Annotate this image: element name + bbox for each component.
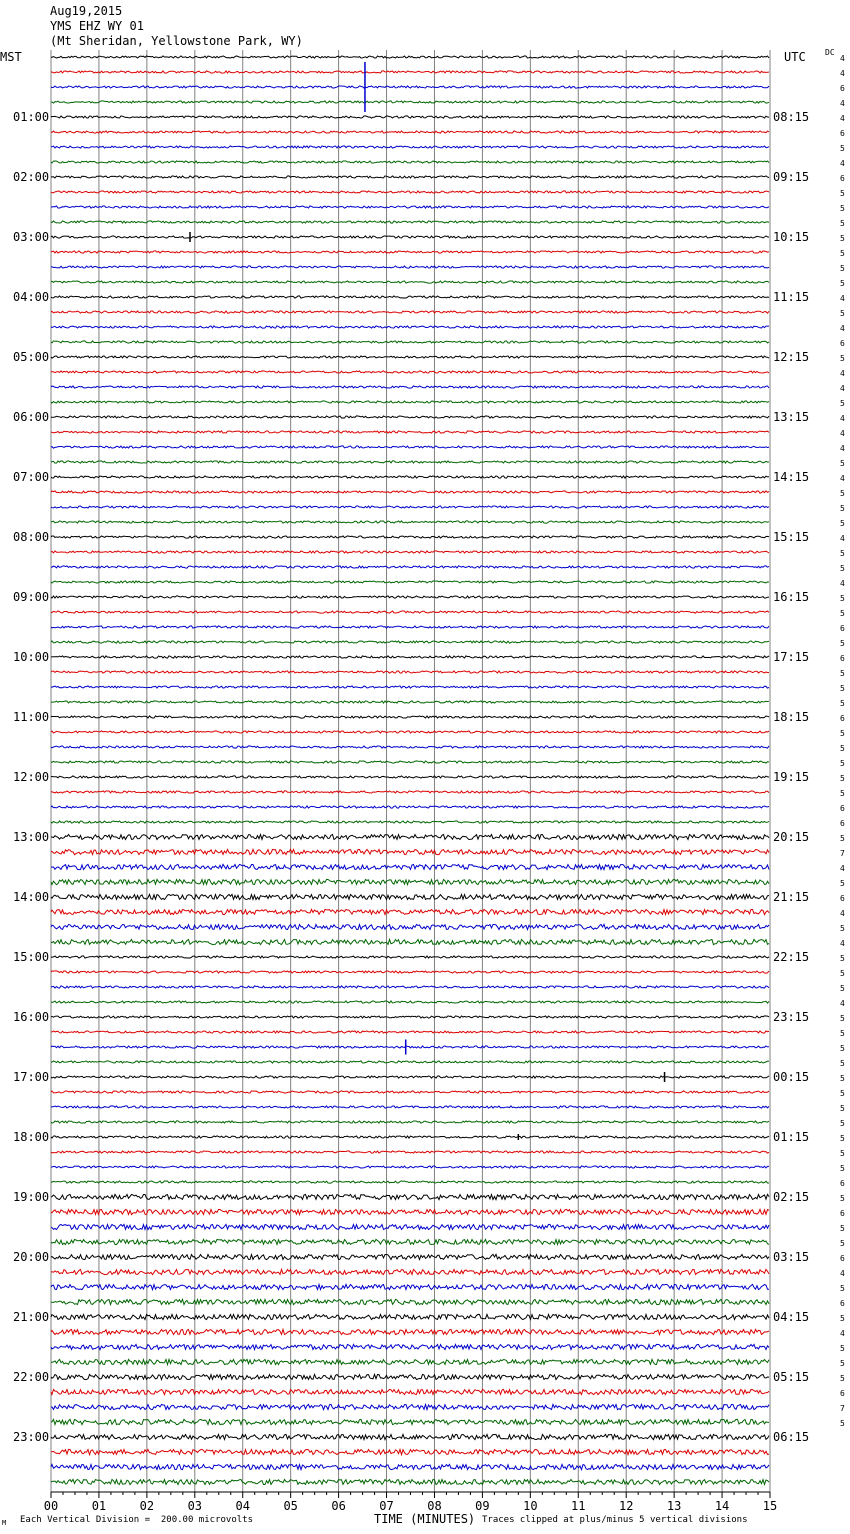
dc-offset-value: 5	[840, 504, 845, 513]
dc-offset-value: 5	[840, 204, 845, 213]
dc-offset-value: 6	[840, 819, 845, 828]
left-hour-label: 19:00	[13, 1190, 50, 1204]
dc-offset-value: 5	[840, 354, 845, 363]
dc-offset-value: 5	[840, 1224, 845, 1233]
dc-offset-value: 4	[840, 1329, 845, 1338]
x-tick-label: 06	[331, 1499, 346, 1513]
x-tick-label: 12	[618, 1499, 634, 1513]
trace-row	[51, 296, 769, 298]
left-hour-label: 07:00	[13, 470, 50, 484]
dc-offset-value: 4	[840, 1269, 845, 1278]
trace-row	[51, 1061, 769, 1063]
dc-offset-value: 6	[840, 714, 845, 723]
trace-row	[51, 476, 769, 478]
trace-row	[51, 641, 769, 643]
dc-offset-value: 6	[840, 894, 845, 903]
left-hour-label: 03:00	[13, 230, 50, 244]
dc-offset-value: 7	[840, 1404, 845, 1413]
dc-offset-value: 4	[840, 864, 845, 873]
trace-row	[51, 386, 769, 388]
right-hour-label: 01:15	[773, 1130, 810, 1144]
x-tick-label: 11	[571, 1499, 586, 1513]
trace-row	[51, 656, 769, 658]
trace-row	[51, 956, 769, 958]
trace-row	[51, 1224, 769, 1229]
right-hour-label: 18:15	[773, 710, 810, 724]
dc-label: DC	[825, 48, 835, 57]
dc-offset-value: 5	[840, 1074, 845, 1083]
trace-row	[51, 206, 769, 208]
trace-row	[51, 116, 769, 118]
left-hour-label: 09:00	[13, 590, 50, 604]
dc-offset-value: 5	[840, 984, 845, 993]
dc-offset-value: 5	[840, 594, 845, 603]
right-hour-label: 22:15	[773, 950, 810, 964]
trace-row	[51, 924, 769, 929]
clip-note: Traces clipped at plus/minus 5 vertical divisions	[482, 1515, 748, 1525]
dc-offset-value: 5	[840, 549, 845, 558]
dc-offset-value: 5	[840, 459, 845, 468]
dc-offset-value: 5	[840, 669, 845, 678]
dc-offset-value: 4	[840, 69, 845, 78]
dc-offset-value: 5	[840, 489, 845, 498]
dc-offset-value: 5	[840, 1164, 845, 1173]
trace-row	[51, 356, 769, 358]
dc-offset-value: 4	[840, 444, 845, 453]
dc-offset-value: 6	[840, 1299, 845, 1308]
x-tick-label: 09	[475, 1499, 490, 1513]
left-hour-label: 13:00	[13, 830, 50, 844]
dc-offset-value: 6	[840, 624, 845, 633]
x-tick-label: 04	[235, 1499, 250, 1513]
right-hour-label: 12:15	[773, 350, 810, 364]
left-hour-label: 08:00	[13, 530, 50, 544]
station-code: YMS EHZ WY 01	[50, 19, 144, 33]
trace-row	[51, 1181, 769, 1183]
left-hour-label: 15:00	[13, 950, 50, 964]
right-hour-label: 02:15	[773, 1190, 810, 1204]
dc-offset-value: 4	[840, 579, 845, 588]
dc-offset-value: 5	[840, 1194, 845, 1203]
dc-offset-value: 5	[840, 264, 845, 273]
right-hour-labels	[773, 110, 809, 1444]
dc-offset-value: 4	[840, 999, 845, 1008]
dc-offset-value: 5	[840, 639, 845, 648]
left-hour-label: 11:00	[13, 710, 50, 724]
dc-offset-value: 6	[840, 1179, 845, 1188]
right-hour-label: 14:15	[773, 470, 810, 484]
left-hour-label: 06:00	[13, 410, 50, 424]
x-tick-label: 07	[379, 1499, 394, 1513]
trace-row	[51, 1299, 769, 1304]
trace-row	[51, 686, 769, 688]
dc-offset-value: 6	[840, 654, 845, 663]
left-hour-label: 10:00	[13, 650, 50, 664]
left-timezone-label: MST	[0, 50, 22, 64]
trace-row	[51, 1091, 769, 1093]
dc-offset-value: 4	[840, 474, 845, 483]
trace-row	[51, 731, 769, 733]
left-hour-label: 16:00	[13, 1010, 50, 1024]
dc-offset-value: 4	[840, 114, 845, 123]
dc-offset-value: 5	[840, 1029, 845, 1038]
dc-offset-value: 4	[840, 909, 845, 918]
trace-row	[51, 1121, 769, 1123]
dc-offset-value: 5	[840, 879, 845, 888]
trace-row	[51, 551, 769, 553]
trace-row	[51, 1404, 769, 1409]
dc-offset-value: 5	[840, 789, 845, 798]
trace-row	[51, 864, 769, 869]
dc-offset-value: 5	[840, 189, 845, 198]
trace-row	[51, 1031, 769, 1033]
trace-row	[51, 971, 769, 973]
dc-offset-value: 4	[840, 294, 845, 303]
trace-row	[51, 131, 769, 133]
dc-offset-value: 5	[840, 1119, 845, 1128]
trace-row	[51, 701, 769, 703]
dc-offset-value: 5	[840, 1149, 845, 1158]
trace-row	[51, 909, 769, 914]
dc-offset-value: 6	[840, 1389, 845, 1398]
trace-row	[51, 446, 769, 448]
dc-offset-value: 5	[840, 1059, 845, 1068]
dc-offset-value: 5	[840, 219, 845, 228]
seismic-events	[190, 62, 665, 1140]
dc-offset-value: 5	[840, 699, 845, 708]
trace-row	[51, 506, 769, 508]
x-tick-label: 15	[762, 1499, 778, 1513]
dc-offset-value: 4	[840, 54, 845, 63]
trace-row	[51, 1329, 769, 1334]
trace-row	[51, 611, 769, 613]
right-hour-label: 17:15	[773, 650, 810, 664]
trace-row	[51, 461, 769, 463]
trace-row	[51, 626, 769, 628]
trace-row	[51, 1106, 769, 1108]
left-hour-label: 17:00	[13, 1070, 50, 1084]
dc-offset-value: 5	[840, 144, 845, 153]
corner-mark: M	[2, 1519, 7, 1527]
dc-offset-value: 5	[840, 1239, 845, 1248]
x-tick-label: 01	[91, 1499, 107, 1513]
right-hour-label: 20:15	[773, 830, 810, 844]
trace-row	[51, 1254, 769, 1259]
trace-row	[51, 251, 769, 253]
dc-offset-value: 5	[840, 234, 845, 243]
trace-row	[51, 849, 769, 854]
x-tick-label: 00	[43, 1499, 59, 1513]
trace-row	[51, 1464, 769, 1469]
trace-row	[51, 776, 769, 778]
trace-row	[51, 596, 769, 598]
trace-row	[51, 1209, 769, 1214]
trace-row	[51, 161, 769, 163]
left-hour-label: 01:00	[13, 110, 50, 124]
trace-row	[51, 1479, 769, 1484]
trace-row	[51, 821, 769, 823]
left-hour-label: 18:00	[13, 1130, 50, 1144]
right-hour-label: 23:15	[773, 1010, 810, 1024]
trace-row	[51, 176, 769, 178]
dc-offset-value: 6	[840, 339, 845, 348]
x-tick-label: 13	[666, 1499, 682, 1513]
trace-row	[51, 1359, 769, 1364]
x-tick-label: 08	[427, 1499, 442, 1513]
dc-offset-value: 5	[840, 759, 845, 768]
dc-offset-value: 5	[840, 834, 845, 843]
right-hour-label: 05:15	[773, 1370, 810, 1384]
trace-row	[51, 791, 769, 793]
dc-offset-value: 4	[840, 369, 845, 378]
dc-offset-value: 5	[840, 519, 845, 528]
dc-offset-value: 6	[840, 1209, 845, 1218]
dc-offset-value: 5	[840, 279, 845, 288]
x-tick-label: 03	[187, 1499, 203, 1513]
right-hour-label: 16:15	[773, 590, 810, 604]
dc-offset-value: 4	[840, 414, 845, 423]
right-hour-label: 04:15	[773, 1310, 810, 1324]
trace-row	[51, 1374, 769, 1379]
dc-offset-value: 5	[840, 1344, 845, 1353]
dc-offset-value: 5	[840, 924, 845, 933]
left-hour-label: 12:00	[13, 770, 50, 784]
dc-offset-value: 5	[840, 609, 845, 618]
trace-row	[51, 401, 769, 403]
trace-row	[51, 1151, 769, 1153]
trace-row	[51, 536, 769, 538]
dc-offset-value: 5	[840, 1044, 845, 1053]
dc-offset-value: 6	[840, 804, 845, 813]
dc-offset-value: 5	[840, 1419, 845, 1428]
trace-row	[51, 1016, 769, 1018]
trace-row	[51, 566, 769, 568]
trace-row	[51, 1449, 769, 1454]
trace-row	[51, 939, 769, 944]
trace-row	[51, 1434, 769, 1439]
dc-offset-value: 4	[840, 324, 845, 333]
right-hour-label: 15:15	[773, 530, 810, 544]
trace-row	[51, 716, 769, 718]
right-hour-label: 19:15	[773, 770, 810, 784]
trace-row	[51, 1001, 769, 1003]
trace-row	[51, 281, 769, 283]
dc-offset-value: 5	[840, 1089, 845, 1098]
trace-row	[51, 101, 769, 103]
station-location: (Mt Sheridan, Yellowstone Park, WY)	[50, 34, 303, 48]
dc-offset-labels	[840, 54, 845, 1428]
right-hour-label: 11:15	[773, 290, 810, 304]
left-hour-label: 05:00	[13, 350, 50, 364]
dc-offset-value: 6	[840, 1254, 845, 1263]
trace-row	[51, 1284, 769, 1289]
dc-offset-value: 5	[840, 774, 845, 783]
dc-offset-value: 5	[840, 1134, 845, 1143]
right-hour-label: 10:15	[773, 230, 810, 244]
dc-offset-value: 7	[840, 849, 845, 858]
trace-row	[51, 894, 769, 899]
trace-row	[51, 879, 769, 884]
trace-row	[51, 761, 769, 763]
trace-row	[51, 1166, 769, 1168]
right-hour-label: 13:15	[773, 410, 810, 424]
trace-row	[51, 806, 769, 808]
dc-offset-value: 4	[840, 159, 845, 168]
dc-offset-value: 5	[840, 1374, 845, 1383]
dc-offset-value: 6	[840, 84, 845, 93]
dc-offset-value: 5	[840, 249, 845, 258]
right-hour-label: 09:15	[773, 170, 810, 184]
trace-row	[51, 1314, 769, 1319]
trace-row	[51, 1076, 769, 1078]
dc-offset-value: 4	[840, 384, 845, 393]
trace-row	[51, 341, 769, 343]
dc-offset-value: 5	[840, 684, 845, 693]
trace-row	[51, 1344, 769, 1349]
x-tick-label: 05	[283, 1499, 298, 1513]
dc-offset-value: 5	[840, 954, 845, 963]
x-tick-label: 02	[139, 1499, 155, 1513]
x-axis-title: TIME (MINUTES)	[374, 1512, 476, 1526]
trace-row	[51, 1046, 769, 1048]
trace-row	[51, 416, 769, 418]
dc-offset-value: 4	[840, 429, 845, 438]
dc-offset-value: 5	[840, 969, 845, 978]
right-timezone-label: UTC	[784, 50, 806, 64]
dc-offset-value: 5	[840, 1014, 845, 1023]
trace-rows	[51, 56, 769, 1485]
left-hour-label: 21:00	[13, 1310, 50, 1324]
dc-offset-value: 5	[840, 309, 845, 318]
dc-offset-value: 5	[840, 399, 845, 408]
right-hour-label: 08:15	[773, 110, 810, 124]
trace-row	[51, 986, 769, 988]
trace-row	[51, 191, 769, 193]
left-hour-label: 14:00	[13, 890, 50, 904]
dc-offset-value: 5	[840, 729, 845, 738]
trace-row	[51, 746, 769, 748]
trace-row	[51, 86, 769, 88]
trace-row	[51, 1389, 769, 1394]
trace-row	[51, 1194, 769, 1199]
trace-row	[51, 56, 769, 58]
trace-row	[51, 1419, 769, 1424]
trace-row	[51, 491, 769, 493]
x-tick-label: 10	[523, 1499, 538, 1513]
dc-offset-value: 5	[840, 1314, 845, 1323]
right-hour-label: 00:15	[773, 1070, 810, 1084]
dc-offset-value: 4	[840, 99, 845, 108]
dc-offset-value: 5	[840, 1359, 845, 1368]
dc-offset-value: 4	[840, 939, 845, 948]
dc-offset-value: 6	[840, 129, 845, 138]
trace-row	[51, 835, 769, 840]
trace-row	[51, 266, 769, 268]
time-axis	[44, 1492, 777, 1513]
trace-row	[51, 431, 769, 433]
plot-date: Aug19,2015	[50, 4, 123, 18]
trace-row	[51, 1239, 769, 1244]
trace-row	[51, 1269, 769, 1274]
left-hour-label: 22:00	[13, 1370, 50, 1384]
trace-row	[51, 521, 769, 523]
left-hour-label: 20:00	[13, 1250, 50, 1264]
trace-row	[51, 236, 769, 238]
trace-row	[51, 371, 769, 373]
left-hour-label: 23:00	[13, 1430, 50, 1444]
right-hour-label: 06:15	[773, 1430, 810, 1444]
trace-row	[51, 146, 769, 148]
trace-row	[51, 311, 769, 313]
dc-offset-value: 5	[840, 744, 845, 753]
dc-offset-value: 5	[840, 1284, 845, 1293]
dc-offset-value: 5	[840, 564, 845, 573]
trace-row	[51, 581, 769, 583]
dc-offset-value: 6	[840, 174, 845, 183]
trace-row	[51, 326, 769, 328]
right-hour-label: 03:15	[773, 1250, 810, 1264]
dc-offset-value: 4	[840, 534, 845, 543]
left-hour-label: 04:00	[13, 290, 50, 304]
trace-row	[51, 71, 769, 73]
trace-row	[51, 221, 769, 223]
right-hour-label: 21:15	[773, 890, 810, 904]
trace-row	[51, 1136, 769, 1138]
dc-offset-value: 5	[840, 1104, 845, 1113]
x-tick-label: 14	[714, 1499, 730, 1513]
trace-row	[51, 671, 769, 673]
left-hour-labels	[13, 110, 49, 1444]
left-hour-label: 02:00	[13, 170, 50, 184]
scale-note: Each Vertical Division = 200.00 microvolts	[20, 1515, 253, 1525]
